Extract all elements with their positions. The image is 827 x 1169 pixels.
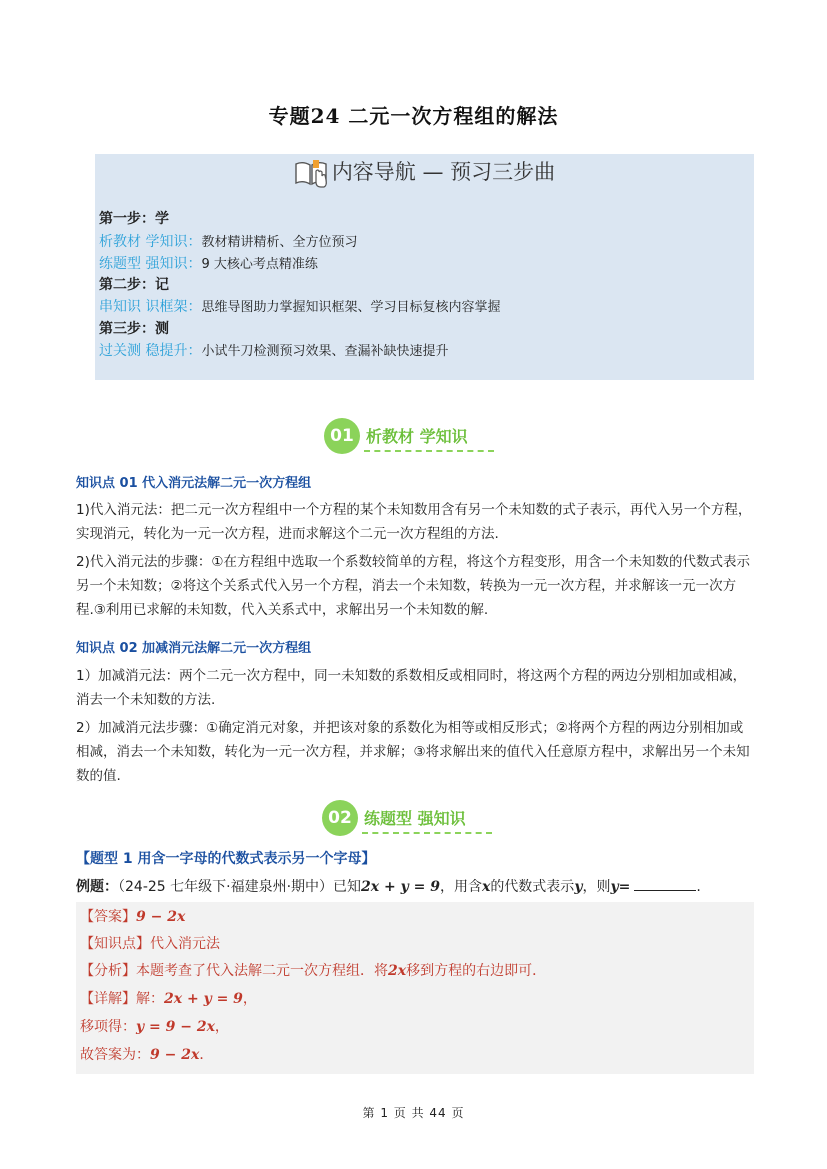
step2-item1-label: 串知识 识框架： [99, 299, 202, 315]
analysis-text: 本题考查了代入法解二元一次方程组．将 [136, 963, 388, 979]
knowledge-value: 代入消元法 [150, 936, 220, 952]
analysis-label: 【分析】 [80, 963, 136, 979]
example-source: （24-25 七年级下·福建泉州·期中）已知 [118, 879, 362, 895]
move-term-math: y = 9 − 2x [136, 1019, 215, 1035]
guide-header [95, 156, 754, 188]
final-answer-text: ． [199, 1047, 214, 1063]
step3-item1 [99, 340, 448, 360]
detail-math: 2x + y = 9 [164, 991, 243, 1007]
section-label: 练题型 强知识 [364, 809, 466, 828]
final-answer-line [80, 1044, 213, 1064]
detail-label: 【详解】 [80, 991, 136, 1007]
step3-item1-label: 过关测 稳提升： [99, 343, 202, 359]
step1-item2-text: 9 大核心考点精准练 [201, 257, 318, 272]
move-term-text: ， [214, 1019, 229, 1035]
step2-item1 [99, 296, 500, 316]
example-question [76, 876, 701, 896]
detail-text: ， [242, 991, 257, 1007]
step2-item1-text: 思维导图助力掌握知识框架、学习目标复核内容掌握 [201, 300, 501, 315]
answer-line [80, 906, 185, 926]
section-number: 01 [324, 418, 360, 454]
example-var-x: x [481, 879, 491, 895]
answer-box [76, 902, 754, 1074]
final-answer-math: 9 − 2x [150, 1047, 200, 1063]
step1-item2-label: 练题型 强知识： [99, 256, 202, 272]
example-text: ，则 [582, 879, 611, 895]
page-footer: 第 1 页 共 44 页 [362, 1106, 465, 1120]
answer-label: 【答案】 [80, 909, 136, 925]
step1-item1-label: 析教材 学知识： [99, 234, 202, 250]
guide-header-text: 内容导航 — 预习三步曲 [331, 160, 556, 184]
example-var-y-eq: y= [610, 879, 631, 895]
analysis-line [80, 960, 546, 980]
content-guide-box [95, 154, 754, 380]
kp1-paragraph-1: 1)代入消元法：把二元一次方程组中一个方程的某个未知数用含有另一个未知数的式子表示，再代入另一个方程，实现消元，转化为一元一次方程，进而求解这个二元一次方程组的方法. [76, 502, 752, 542]
section-label: 析教材 学知识 [366, 427, 468, 446]
section-number: 02 [322, 800, 358, 836]
kp2-paragraph-1: 1）加减消元法：两个二元一次方程中，同一未知数的系数相反或相同时，将这两个方程的两边分别相加或相减，消去一个未知数的方法. [76, 668, 747, 708]
detail-text: 解： [136, 991, 164, 1007]
example-label: 例题： [76, 879, 118, 895]
step1-item2 [99, 253, 318, 273]
example-var-y: y [574, 879, 583, 895]
step1-item1 [99, 231, 357, 251]
answer-blank [634, 876, 696, 891]
knowledge-label: 【知识点】 [80, 936, 150, 952]
page-title: 专题24 二元一次方程组的解法 [268, 104, 559, 128]
analysis-math: 2x [388, 963, 407, 979]
step3-title: 第三步：测 [99, 321, 169, 337]
kp2-paragraph-2: 2）加减消元法步骤：①确定消元对象，并把该对象的系数化为相等或相反形式；②将两个方程的两边分别相加或相减，消去一个未知数，转化为一元一次方程，并求解；③将求解出来的值代入任意原方程中，求解出另一个未知数的值. [76, 720, 750, 784]
kp1-paragraph-2: 2)代入消元法的步骤：①在方程组中选取一个系数较简单的方程，将这个方程变形，用含一个未知数的代数式表示另一个未知数；②将这个关系式代入另一个方程，消去一个未知数，转换为一元一次方程，并求解该一元一次方程.③利用已求解的未知数，代入关系式中，求解出另一个未知数的解. [76, 554, 750, 618]
section-divider [364, 450, 494, 452]
detail-line [80, 988, 257, 1008]
move-term-line [80, 1016, 229, 1036]
section-divider [362, 832, 492, 834]
step1-item1-text: 教材精讲精析、全方位预习 [201, 235, 358, 250]
step2-title: 第二步：记 [99, 277, 169, 293]
example-text: ，用含 [439, 879, 482, 895]
book-hand-icon [294, 158, 328, 188]
step1-title: 第一步：学 [99, 211, 169, 227]
example-text: . [696, 879, 701, 895]
knowledge-point-02-title: 知识点 02 加减消元法解二元一次方程组 [76, 641, 312, 656]
knowledge-line [80, 933, 220, 953]
step3-item1-text: 小试牛刀检测预习效果、查漏补缺快速提升 [201, 344, 449, 359]
example-text: 的代数式表示 [490, 879, 575, 895]
answer-value: 9 − 2x [136, 909, 186, 925]
example-equation: 2x + y = 9 [361, 879, 440, 895]
final-answer-label: 故答案为： [80, 1047, 150, 1063]
analysis-text: 移到方程的右边即可． [406, 963, 547, 979]
move-term-label: 移项得： [80, 1019, 136, 1035]
question-type-1-title: 【题型 1 用含一字母的代数式表示另一个字母】 [76, 851, 376, 867]
knowledge-point-01-title: 知识点 01 代入消元法解二元一次方程组 [76, 476, 312, 491]
